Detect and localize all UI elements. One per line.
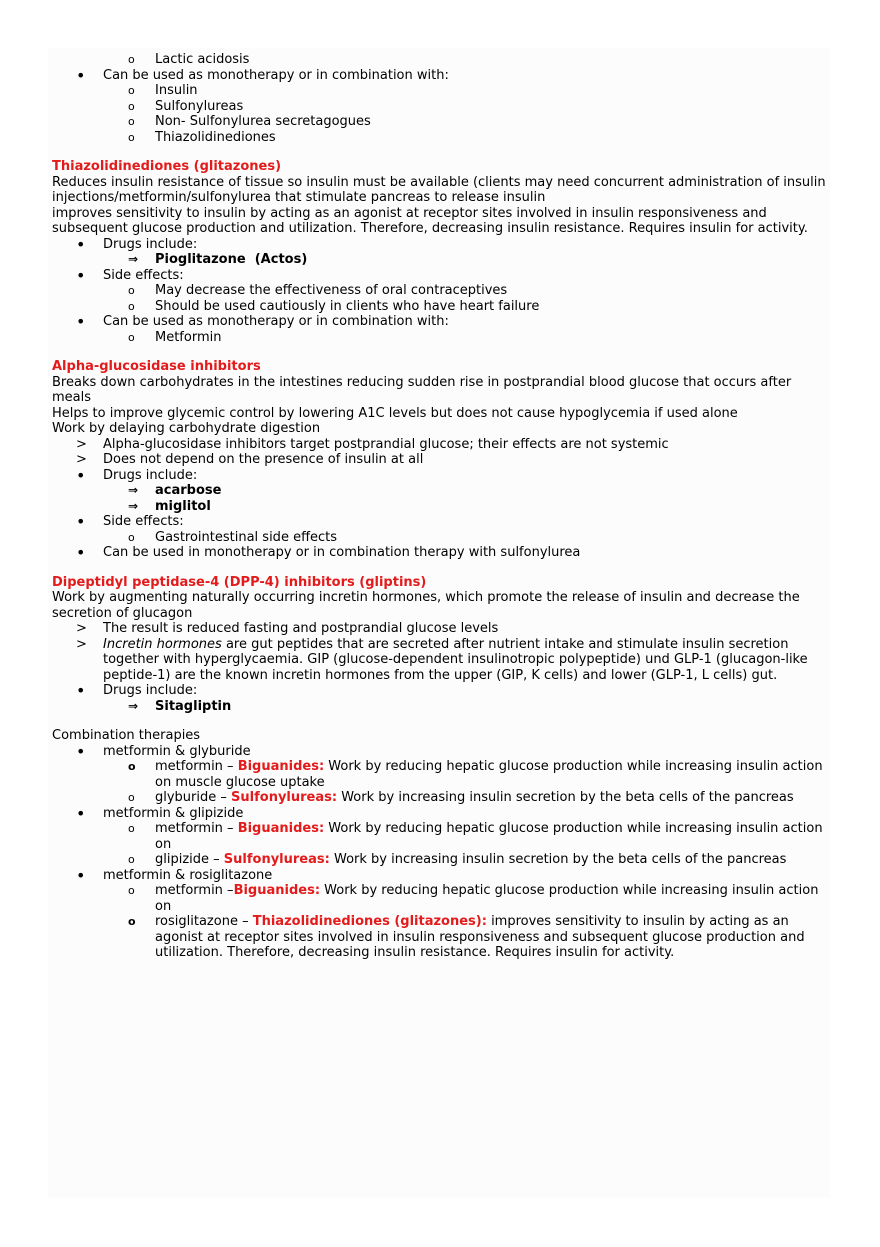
paragraph: Reduces insulin resistance of tissue so insulin must be available (clients may need concurrent administration of insulin injections/metformin/sulfonylurea that stimulate pancreas to release insulin: [52, 174, 826, 205]
circle-bullet-icon: o: [128, 99, 135, 113]
arrow-icon: ⇒: [128, 252, 139, 266]
circle-bullet-icon: o: [128, 330, 135, 344]
drug-item: ⇒ acarbose: [128, 483, 222, 498]
list-item: o rosiglitazone – Thiazolidinediones (glitazones): improves sensitivity to insulin by acting as an agonist at receptor sites involved in insulin responsiveness and subsequent glucose production and utilization. Therefore, decreasing insulin resistance. Requires insulin for activity.: [128, 914, 805, 960]
list-item: o metformin – Biguanides: Work by reducing hepatic glucose production while increasing insulin action on: [128, 821, 823, 852]
bullet-icon: •: [76, 865, 86, 885]
list-item: o Should be used cautiously in clients who have heart failure: [128, 298, 540, 314]
bullet-icon: •: [76, 312, 86, 331]
section-heading-dpp4: Dipeptidyl peptidase-4 (DPP-4) inhibitors (gliptins): [52, 574, 427, 590]
paragraph: Breaks down carbohydrates in the intestines reducing sudden rise in postprandial blood glucose that occurs after meals: [52, 374, 792, 405]
drug-item: ⇒ miglitol: [128, 498, 211, 514]
paragraph: Work by delaying carbohydrate digestion: [52, 421, 321, 436]
circle-bullet-icon: o: [128, 791, 135, 804]
circle-bullet-icon: o: [128, 84, 135, 97]
bullet-icon: •: [76, 543, 86, 562]
section-heading-tzd: Thiazolidinediones (glitazones): [52, 159, 282, 174]
chevron-icon: >: [76, 621, 87, 636]
list-item: o Insulin: [128, 83, 198, 98]
chevron-icon: >: [76, 636, 87, 652]
drug-item: ⇒ Sitagliptin: [128, 698, 232, 714]
arrow-icon: ⇒: [128, 483, 139, 497]
chevron-icon: >: [76, 452, 87, 467]
paragraph: improves sensitivity to insulin by acting as an agonist at receptor sites involved in insulin responsiveness and subsequent glucose production and utilization. Therefore, decreasing insulin resistance. Requires insulin for activity.: [52, 205, 808, 236]
drug-item: ⇒ Pioglitazone (Actos): [128, 252, 308, 267]
list-item: > Incretin hormones are gut peptides that are secreted after nutrient intake and stimulate insulin secretion together with hyperglycaemia. GIP (glucose-dependent insulinotropic polypeptide) und GLP-1 (glucagon-like peptide-1) are the known incretin hormones from the upper (GIP, K cells) and lower (GLP-1, L cells) gut.: [76, 636, 808, 683]
list-item: o May decrease the effectiveness of oral contraceptives: [128, 283, 508, 298]
list-item: • Can be used as monotherapy or in combination with:: [76, 65, 449, 85]
bullet-icon: •: [76, 65, 86, 85]
list-item: o metformin –Biguanides: Work by reducing hepatic glucose production while increasing insulin action on: [128, 883, 819, 914]
section-heading-agi: Alpha-glucosidase inhibitors: [52, 359, 261, 374]
circle-bullet-icon: o: [128, 884, 135, 897]
list-item: o Metformin: [128, 329, 222, 345]
arrow-icon: ⇒: [128, 698, 139, 713]
bullet-icon: •: [76, 265, 86, 285]
list-item: • Side effects:: [76, 265, 184, 285]
circle-bullet-icon: o: [128, 53, 135, 66]
list-item: • metformin & rosiglitazone: [76, 865, 273, 885]
paragraph: Work by augmenting naturally occurring incretin hormones, which promote the release of insulin and decrease the secretion of glucagon: [52, 590, 800, 621]
document-content: [52, 52, 832, 961]
circle-bullet-icon: o: [128, 530, 135, 544]
list-item: • Can be used as monotherapy or in combination with:: [76, 312, 449, 331]
circle-bullet-icon: o: [128, 284, 135, 297]
bullet-icon: •: [76, 512, 86, 531]
circle-bullet-icon: o: [128, 299, 135, 313]
list-item: o Gastrointestinal side effects: [128, 529, 338, 545]
list-item: • Can be used in monotherapy or in combination therapy with sulfonylurea: [76, 543, 581, 562]
bullet-icon: •: [76, 465, 86, 485]
list-item: o Non- Sulfonylurea secretagogues: [128, 114, 371, 129]
circle-bullet-icon: o: [128, 853, 135, 866]
list-item: o metformin – Biguanides: Work by reducing hepatic glucose production while increasing insulin action on muscle glucose uptake: [128, 759, 823, 790]
circle-bullet-icon: o: [128, 915, 136, 928]
circle-bullet-icon: o: [128, 822, 135, 835]
bullet-icon: •: [76, 234, 86, 254]
list-item: o glyburide – Sulfonylureas: Work by increasing insulin secretion by the beta cells of the pancreas: [128, 790, 794, 805]
list-item: > Alpha-glucosidase inhibitors target postprandial glucose; their effects are not systemic: [76, 436, 669, 452]
list-item: o Sulfonylureas: [128, 98, 244, 114]
list-item: • metformin & glyburide: [76, 741, 251, 761]
list-item: o Lactic acidosis: [128, 52, 250, 67]
list-item: o glipizide – Sulfonylureas: Work by increasing insulin secretion by the beta cells of the pancreas: [128, 852, 787, 867]
bullet-icon: •: [76, 681, 86, 700]
list-item: > The result is reduced fasting and postprandial glucose levels: [76, 621, 499, 636]
circle-bullet-icon: o: [128, 130, 135, 144]
list-item: • Drugs include:: [76, 465, 198, 485]
paragraph: Helps to improve glycemic control by lowering A1C levels but does not cause hypoglycemia if used alone: [52, 405, 738, 421]
bullet-icon: •: [76, 741, 86, 761]
list-item: • Drugs include:: [76, 681, 198, 700]
list-item: • Drugs include:: [76, 234, 198, 254]
list-item: • metformin & glipizide: [76, 803, 244, 823]
list-item: > Does not depend on the presence of insulin at all: [76, 452, 424, 467]
list-item: o Thiazolidinediones: [128, 129, 276, 145]
chevron-icon: >: [76, 436, 87, 452]
circle-bullet-icon: o: [128, 115, 135, 128]
circle-bullet-icon: o: [128, 760, 136, 773]
arrow-icon: ⇒: [128, 498, 139, 513]
bullet-icon: •: [76, 803, 86, 823]
list-item: • Side effects:: [76, 512, 184, 531]
section-heading-combination: Combination therapies: [52, 728, 201, 743]
